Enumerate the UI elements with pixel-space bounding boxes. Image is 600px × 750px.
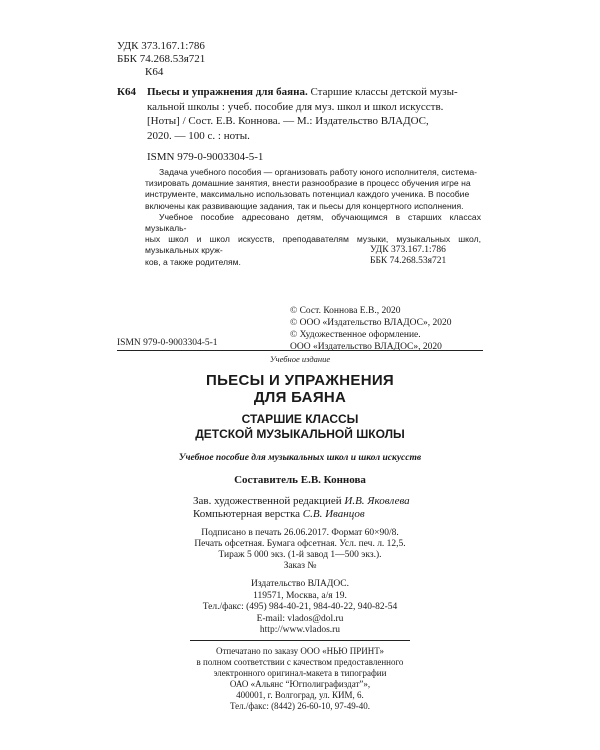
printer-line: в полном соответствии с качеством предоставленного — [196, 657, 404, 667]
bbk-code-right: ББК 74.268.53я721 — [370, 256, 447, 266]
copyright-block — [290, 305, 451, 353]
printer-line: ОАО «Альянс “Югполиграфиздат”», — [229, 679, 371, 689]
bibliographic-description — [147, 85, 479, 143]
publisher-line: http://www.vlados.ru — [259, 625, 341, 635]
printer-info — [0, 646, 600, 712]
copyright-line: © ООО «Издательство ВЛАДОС», 2020 — [290, 318, 452, 328]
layout-name: С.В. Иванцов — [302, 508, 365, 520]
title-line-1: ПЬЕСЫ И УПРАЖНЕНИЯ — [205, 372, 395, 389]
printer-line: Тел./факс: (8442) 26-60-10, 97-49-40. — [229, 701, 371, 711]
classification-codes — [117, 40, 205, 79]
divider — [190, 640, 410, 641]
bib-title: Пьесы и упражнения для баяна. — [147, 86, 308, 98]
annotation-line: Учебное пособие адресовано детям, обучающимся в старших классах музыкаль- — [145, 211, 481, 234]
printer-line: электронного оригинал-макета в типографии — [213, 668, 387, 678]
annotation-line: включены как развивающие задания, так и пьесы для концертного исполнения. — [145, 200, 464, 211]
annotation-line: ных школ и школ искусств, преподавателям музыки, музыкальных школ, музыкальных круж- — [145, 234, 481, 256]
udk-code-right: УДК 373.167.1:786 — [370, 245, 446, 255]
annotation-line: инструменте, максимально использовать потенциал каждого ученика. В пособие — [145, 189, 470, 200]
bib-line4: 2020. — 100 с. : ноты. — [147, 129, 250, 142]
author-mark: К64 — [145, 66, 164, 78]
divider — [117, 350, 483, 351]
subtitle — [0, 412, 600, 442]
annotation-line: Задача учебного пособия — организовать работу юного исполнителя, система- — [159, 167, 478, 177]
subtitle-line-2: ДЕТСКОЙ МУЗЫКАЛЬНОЙ ШКОЛЫ — [195, 427, 405, 441]
art-editor-name: И.В. Яковлева — [344, 495, 410, 507]
udk-code: УДК 373.167.1:786 — [117, 40, 205, 52]
layout-label: Компьютерная верстка — [193, 508, 301, 520]
printer-line: Отпечатано по заказу ООО «НЬЮ ПРИНТ» — [215, 646, 385, 656]
annotation-paragraph-1 — [145, 167, 481, 212]
edition-type: Учебное издание — [269, 354, 331, 364]
purpose-line: Учебное пособие для музыкальных школ и школ искусств — [178, 453, 422, 463]
copyright-line: © Сост. Коннова Е.В., 2020 — [290, 306, 401, 316]
subtitle-line-1: СТАРШИЕ КЛАССЫ — [241, 412, 359, 426]
copyright-line: ООО «Издательство ВЛАДОС», 2020 — [290, 342, 442, 352]
bbk-code: ББК 74.268.53я721 — [117, 53, 206, 65]
bib-line2: кальной школы : учеб. пособие для муз. школ и школ искусств. — [147, 100, 444, 113]
publisher-line: 119571, Москва, а/я 19. — [253, 590, 347, 601]
printing-line: Подписано в печать 26.06.2017. Формат 60×90/8. — [201, 528, 399, 538]
publisher-line: Тел./факс: (495) 984-40-21, 984-40-22, 940-82-54 — [202, 602, 398, 612]
art-editor-label: Зав. художественной редакцией — [193, 495, 342, 507]
copyright-line: © Художественное оформление. — [290, 330, 421, 340]
publisher-line: Издательство ВЛАДОС. — [250, 579, 350, 589]
ismn-bottom: ISMN 979-0-9003304-5-1 — [117, 338, 218, 348]
main-title — [0, 372, 600, 406]
bib-line3: [Ноты] / Сост. Е.В. Коннова. — М.: Издательство ВЛАДОС, — [147, 115, 429, 127]
annotation-line: тизировать домашние занятия, внести разнообразие в процесс обучения игре на — [145, 178, 471, 189]
bib-line1-rest: Старшие классы детской музы- — [310, 86, 458, 98]
editors-block — [193, 495, 410, 521]
printing-line: Печать офсетная. Бумага офсетная. Усл. печ. л. 12,5. — [194, 539, 406, 549]
publisher-info — [0, 579, 600, 637]
compiler-line: Составитель Е.В. Коннова — [234, 474, 366, 486]
publisher-line: E-mail: vlados@dol.ru — [256, 613, 344, 624]
printer-line: 400001, г. Волгоград, ул. КИМ, 6. — [236, 690, 364, 700]
annotation-line: ков, а также родителям. — [145, 256, 241, 267]
classification-codes-right — [370, 245, 446, 267]
ismn-top: ISMN 979-0-9003304-5-1 — [147, 151, 264, 163]
printing-line: Тираж 5 000 экз. (1-й завод 1—500 экз.). — [218, 550, 382, 560]
printing-details — [0, 528, 600, 572]
printing-line: Заказ № — [283, 561, 317, 571]
title-line-2: ДЛЯ БАЯНА — [253, 389, 347, 406]
bib-author-mark: К64 — [117, 86, 136, 98]
